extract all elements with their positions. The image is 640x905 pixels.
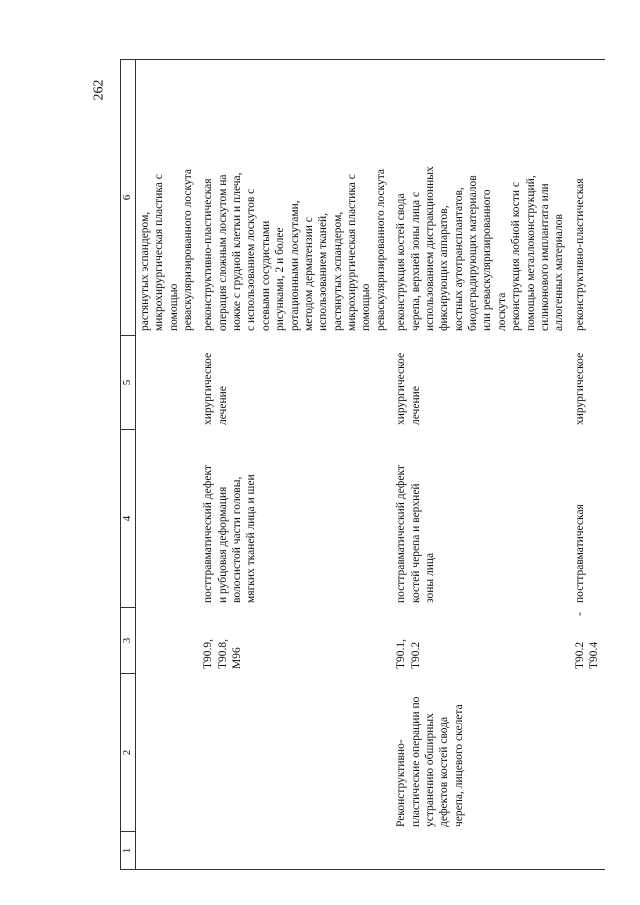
row-2-col-4: посттравматический дефект и рубцовая деформация волосистой части головы, мягких тканей лица и шеи bbox=[202, 465, 258, 603]
row-3-col-6: реконструкция костей свода черепа, верхней зоны лица с использованием дистракционных фиксирующих аппаратов, костных аутотрансплантатов, биодеградирующих материалов или реваскуляризированного лоскута реконструкция лобной кости с помощью металлоконструкций, силиконового имплантата или аллогенных материалов bbox=[392, 60, 571, 336]
row-2-col-6: реконструктивно-пластическая операция сложным лоскутом на ножке с грудной клетки и плеча, с использованием лоскутов с осевыми сосудистыми рисунками, 2 и более ротационными лоскутами, методом дерматензии с использованием тканей, растянутых эспандером, микрохирургическая пластика с помощью реваскуляризированного лоскута bbox=[199, 60, 392, 336]
column-header-4: 4 bbox=[121, 430, 136, 608]
row-4-col-5: хирургическое bbox=[573, 352, 586, 425]
row-1-col-2 bbox=[135, 674, 199, 832]
row-1-col-1 bbox=[135, 832, 199, 870]
column-header-1: 1 bbox=[121, 832, 136, 870]
table-row bbox=[199, 60, 392, 870]
row-3-col-1 bbox=[392, 832, 571, 870]
row-3-col-3: T90.1, T90.2 bbox=[395, 638, 422, 669]
column-number-row bbox=[121, 60, 136, 870]
row-2-col-5: хирургическое лечение bbox=[202, 352, 229, 425]
row-2-col-1 bbox=[199, 832, 392, 870]
row-4-col-4: посттравматическая bbox=[573, 504, 586, 603]
row-1-col-6: растянутых эспандером, микрохирургическая пластика с помощью реваскуляризированного лоскута bbox=[135, 60, 199, 336]
column-header-5: 5 bbox=[121, 336, 136, 430]
medical-procedures-table bbox=[120, 59, 605, 870]
row-2-col-2 bbox=[199, 674, 392, 832]
page-number: 262 bbox=[91, 79, 107, 101]
row-2-col-3: T90.9, T90.8, M96 bbox=[202, 638, 243, 669]
row-1-col-4 bbox=[135, 430, 199, 608]
row-1-col-3 bbox=[135, 608, 199, 674]
row-4-col-3: T90.2 - T90.4 bbox=[573, 612, 600, 669]
column-header-2: 2 bbox=[121, 674, 136, 832]
row-3-col-2: Реконструктивно- пластические операции по устранению обширных дефектов костей свода черепа, лицевого скелета bbox=[395, 696, 465, 827]
row-3-col-5: хирургическое лечение bbox=[395, 352, 422, 425]
row-3-col-4: посттравматический дефект костей черепа и верхней зоны лица bbox=[395, 465, 436, 603]
table-row bbox=[571, 60, 606, 870]
column-header-3: 3 bbox=[121, 608, 136, 674]
row-4-col-6: реконструктивно-пластическая bbox=[571, 60, 606, 336]
row-4-col-2 bbox=[571, 674, 606, 832]
column-header-6: 6 bbox=[121, 60, 136, 336]
table-row bbox=[392, 60, 571, 870]
rotated-table-container bbox=[120, 60, 600, 870]
row-4-col-1 bbox=[571, 832, 606, 870]
row-1-col-5 bbox=[135, 336, 199, 430]
table-row bbox=[135, 60, 199, 870]
